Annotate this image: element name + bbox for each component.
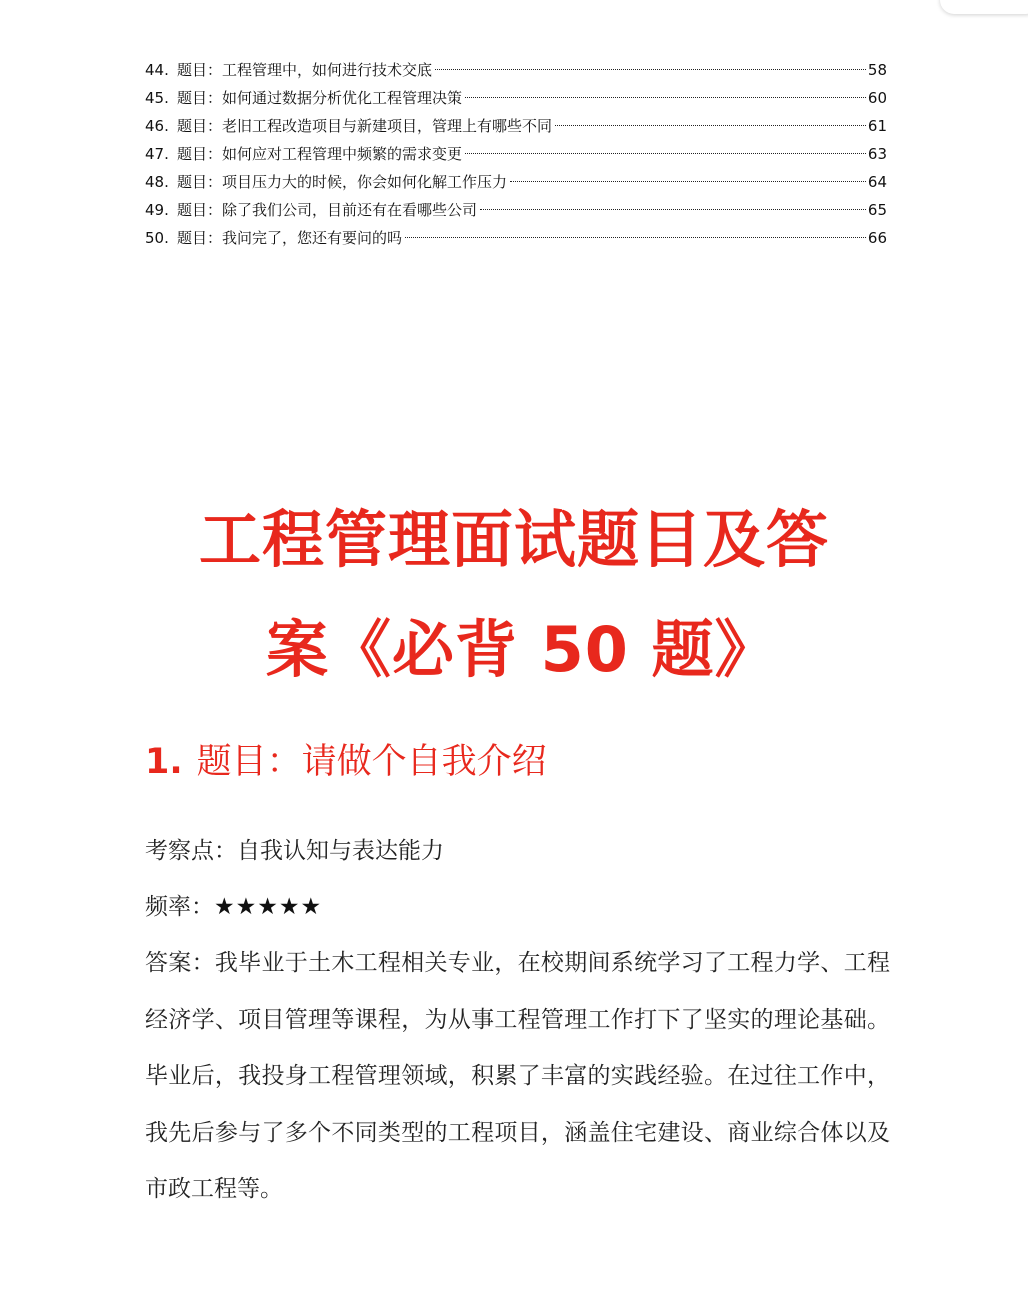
toc-row[interactable] — [145, 56, 887, 84]
exam-point-label: 考察点： — [145, 838, 237, 864]
toc-row[interactable] — [145, 224, 887, 252]
question-title: 题目：请做个自我介绍 — [196, 742, 547, 782]
frequency-stars-icon: ★★★★★ — [214, 894, 323, 920]
toc-page-number: 61 — [867, 117, 887, 135]
exam-point-value: 自我认知与表达能力 — [237, 838, 444, 864]
toc-title: 题目：如何通过数据分析优化工程管理决策 — [177, 89, 463, 107]
answer-paragraph: 答案：我毕业于土木工程相关专业，在校期间系统学习了工程力学、工程经济学、项目管理等课程，为从事工程管理工作打下了坚实的理论基础。毕业后，我投身工程管理领域，积累了丰富的实践经验。在过往工作中，我先后参与了多个不同类型的工程项目，涵盖住宅建设、商业综合体以及市政工程等。 — [145, 950, 890, 1202]
toc-page-number: 63 — [867, 145, 887, 163]
toc-title: 题目：除了我们公司，目前还有在看哪些公司 — [177, 201, 478, 219]
toc-number: 50. — [145, 229, 169, 247]
toc-title: 题目：工程管理中，如何进行技术交底 — [177, 61, 433, 79]
toc-leader — [405, 237, 866, 238]
table-of-contents — [145, 56, 887, 252]
toc-leader — [555, 125, 866, 126]
toc-title: 题目：老旧工程改造项目与新建项目，管理上有哪些不同 — [177, 117, 553, 135]
toc-title: 题目：项目压力大的时候，你会如何化解工作压力 — [177, 173, 508, 191]
question-heading — [145, 734, 547, 784]
toc-title: 题目：如何应对工程管理中频繁的需求变更 — [177, 145, 463, 163]
toc-leader — [510, 181, 866, 182]
toc-page-number: 64 — [867, 173, 887, 191]
exam-point — [145, 832, 890, 865]
toc-row[interactable] — [145, 140, 887, 168]
document-title-line-1: 工程管理面试题目及答 — [198, 503, 829, 576]
document-title-line-2: 案《必背 50 题》 — [266, 613, 778, 686]
frequency — [145, 888, 890, 921]
toc-leader — [435, 69, 866, 70]
toc-number: 47. — [145, 145, 169, 163]
toc-leader — [465, 153, 866, 154]
toc-number: 48. — [145, 173, 169, 191]
toc-row[interactable] — [145, 168, 887, 196]
toc-page-number: 60 — [867, 89, 887, 107]
toc-page-number: 65 — [867, 201, 887, 219]
toc-row[interactable] — [145, 196, 887, 224]
corner-badge — [940, 0, 1028, 14]
toc-leader — [480, 209, 866, 210]
toc-row[interactable] — [145, 112, 887, 140]
frequency-label: 频率： — [145, 894, 214, 920]
toc-page-number: 58 — [867, 61, 887, 79]
toc-page-number: 66 — [867, 229, 887, 247]
toc-title: 题目：我问完了，您还有要问的吗 — [177, 229, 403, 247]
toc-number: 49. — [145, 201, 169, 219]
toc-number: 44. — [145, 61, 169, 79]
toc-number: 46. — [145, 117, 169, 135]
toc-leader — [465, 97, 866, 98]
toc-row[interactable] — [145, 84, 887, 112]
question-number: 1. — [145, 742, 183, 782]
toc-number: 45. — [145, 89, 169, 107]
